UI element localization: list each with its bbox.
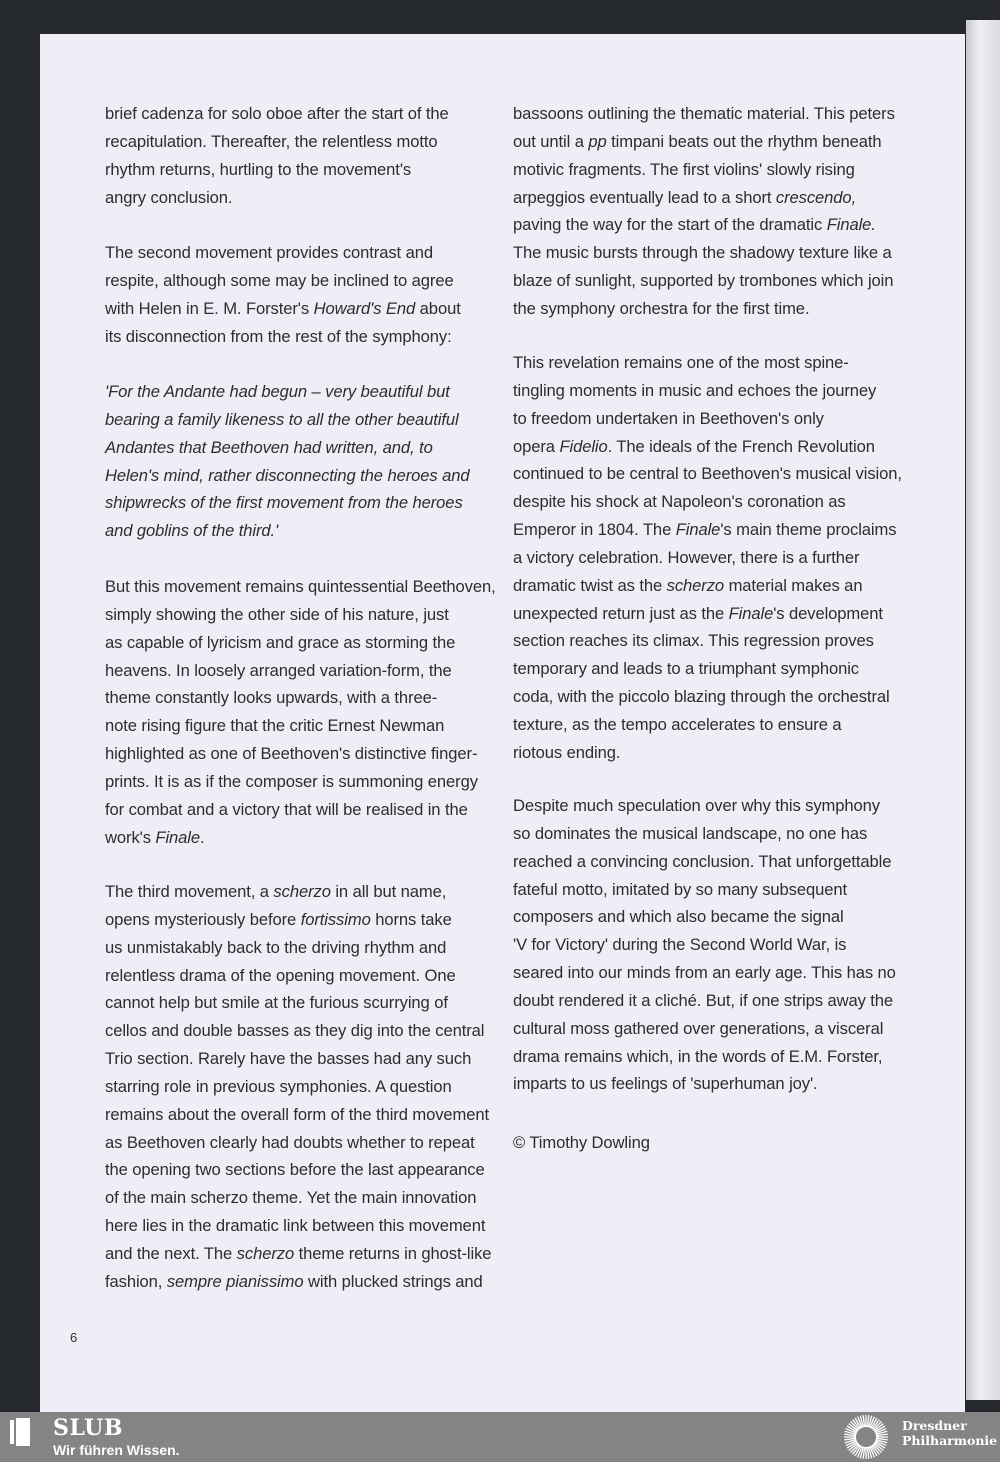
text-segment: This revelation remains one of the most spine- (513, 353, 849, 372)
logo-ray (844, 1434, 854, 1435)
text-line (513, 903, 896, 931)
text-line (105, 406, 469, 434)
text-segment: theme constantly looks upwards, with a three- (105, 688, 438, 708)
text-line (513, 739, 902, 767)
italic-text-segment: crescendo, (775, 187, 857, 207)
text-segment: note rising figure that the critic Ernest Newman (105, 716, 445, 736)
text-line (105, 489, 469, 517)
text-line (513, 959, 896, 987)
text-segment: The second movement provides contrast and (105, 243, 433, 262)
text-segment: prints. It is as if the composer is summoning energy (105, 771, 478, 791)
text-line (105, 1184, 491, 1212)
text-line (105, 156, 449, 184)
text-segment: The third movement, a (105, 882, 274, 901)
text-segment: in all but name, (330, 882, 447, 901)
italic-text-segment: bearing a family likeness to all the other beautiful (105, 409, 459, 429)
text-segment: with plucked strings and (303, 1271, 483, 1291)
text-segment: doubt rendered it a cliché. But, if one strips away the (513, 990, 894, 1010)
text-line (513, 655, 902, 683)
text-line (513, 211, 895, 239)
text-segment: rhythm returns, hurtling to the movement's (105, 159, 412, 179)
italic-text-segment: sempre pianissimo (166, 1271, 304, 1291)
text-line (105, 934, 491, 962)
text-line (105, 1073, 491, 1101)
text-segment: the symphony orchestra for the first time. (513, 298, 810, 318)
right-column (513, 0, 913, 1400)
text-segment: paving the way for the start of the dramatic (513, 215, 827, 235)
text-segment: fashion, (105, 1271, 167, 1291)
text-line (105, 573, 496, 601)
text-segment: highlighted as one of Beethoven's distinctive finger- (105, 744, 478, 764)
text-line (513, 267, 895, 295)
text-segment: of the main scherzo theme. Yet the main innovation (105, 1188, 477, 1208)
text-segment: for combat and a victory that will be realised in the (105, 799, 468, 819)
footer-bar (0, 1412, 1000, 1462)
text-segment: to freedom undertaken in Beethoven's only (513, 408, 824, 428)
text-line (513, 295, 895, 323)
text-line (513, 931, 896, 959)
text-segment: Emperor in 1804. The (513, 520, 676, 540)
text-segment: here lies in the dramatic link between this movement (105, 1216, 486, 1236)
italic-text-segment: scherzo (273, 882, 331, 901)
text-line (105, 295, 461, 323)
logo-ray (878, 1434, 888, 1435)
text-segment: arpeggios eventually lead to a short (513, 187, 776, 207)
text-line (513, 572, 902, 600)
italic-text-segment: Fidelio (559, 436, 608, 456)
text-line (105, 684, 496, 712)
text-line (105, 824, 496, 852)
text-segment: Trio section. Rarely have the basses had any such (105, 1049, 472, 1069)
text-segment: theme returns in ghost-like (294, 1243, 492, 1263)
italic-text-segment: Finale (155, 827, 201, 847)
paragraph-third-movement (105, 878, 491, 1296)
text-segment: brief cadenza for solo oboe after the start of the (105, 104, 449, 123)
text-segment: about (415, 298, 461, 318)
text-line (513, 683, 902, 711)
text-line (513, 405, 902, 433)
text-line (105, 128, 449, 156)
text-line (513, 1070, 896, 1098)
text-segment: and the next. The (105, 1243, 237, 1263)
text-line (513, 100, 895, 128)
text-segment: 's development (773, 603, 883, 623)
italic-text-segment: fortissimo (300, 909, 371, 929)
text-segment: heavens. In loosely arranged variation-form, the (105, 660, 452, 680)
text-line (513, 128, 895, 156)
paragraph-second-movement (105, 239, 461, 350)
text-line (513, 1043, 896, 1071)
text-line (105, 1129, 491, 1157)
text-segment: cellos and double basses as they dig into the central (105, 1021, 485, 1041)
text-segment: Despite much speculation over why this symphony (513, 796, 880, 815)
italic-text-segment: and goblins of the third.' (105, 521, 279, 541)
author-signature (513, 1129, 650, 1157)
text-line (105, 239, 461, 267)
text-segment: a victory celebration. However, there is a further (513, 547, 860, 567)
text-line (105, 1045, 491, 1073)
text-segment: angry conclusion. (105, 187, 233, 207)
text-line (513, 1015, 896, 1043)
text-segment: horns take (370, 909, 452, 929)
paragraph-speculation (513, 792, 896, 1098)
text-line (105, 267, 461, 295)
text-segment: drama remains which, in the words of E.M. Forster, (513, 1046, 883, 1066)
slub-book-icon (10, 1418, 32, 1446)
text-segment: composers and which also became the signal (513, 907, 844, 927)
text-segment: relentless drama of the opening movement. One (105, 965, 456, 985)
italic-text-segment: scherzo (236, 1243, 295, 1263)
text-line (105, 1101, 491, 1129)
facing-page-edge (966, 20, 1000, 1400)
text-line (105, 184, 449, 212)
text-segment: material makes an (724, 575, 863, 595)
text-line (105, 906, 491, 934)
text-line (105, 657, 496, 685)
italic-text-segment: Finale. (826, 215, 876, 235)
text-line (513, 516, 902, 544)
text-segment: coda, with the piccolo blazing through the orchestral (513, 687, 890, 707)
text-line (513, 433, 902, 461)
italic-text-segment: scherzo (666, 575, 725, 595)
text-segment: 'V for Victory' during the Second World War, is (513, 935, 847, 955)
logo-ray (868, 1449, 869, 1459)
paragraph-bassoons (513, 100, 895, 323)
text-line (513, 600, 902, 628)
text-segment: the opening two sections before the last appearance (105, 1160, 485, 1180)
text-line (105, 989, 491, 1017)
text-segment: tingling moments in music and echoes the journey (513, 380, 877, 400)
text-segment: reached a convincing conclusion. That unforgettable (513, 851, 892, 871)
text-line (513, 156, 895, 184)
text-segment: unexpected return just as the (513, 603, 729, 623)
text-segment: motivic fragments. The first violins' slowly rising (513, 159, 855, 179)
text-line (105, 100, 449, 128)
text-segment: imparts to us feelings of 'superhuman joy'. (513, 1074, 818, 1094)
italic-text-segment: Andantes that Beethoven had written, and, to (105, 437, 433, 457)
italic-text-segment: Finale (728, 603, 774, 623)
italic-text-segment: Finale (675, 520, 721, 540)
text-line (105, 434, 469, 462)
text-segment: © Timothy Dowling (513, 1133, 650, 1152)
text-line (513, 239, 895, 267)
italic-text-segment: shipwrecks of the first movement from the heroes (105, 493, 463, 513)
text-segment: us unmistakably back to the driving rhythm and (105, 937, 447, 957)
text-segment: 's main theme proclaims (720, 520, 897, 540)
slub-logo-title[interactable]: SLUB (53, 1415, 123, 1441)
text-line (105, 1240, 491, 1268)
text-segment: But this movement remains quintessential Beethoven, (105, 577, 496, 596)
page-number: 6 (70, 1330, 78, 1345)
text-segment: temporary and leads to a triumphant symphonic (513, 659, 859, 679)
text-segment: opens mysteriously before (105, 909, 301, 929)
italic-text-segment: Howard's End (313, 298, 416, 318)
text-line (105, 962, 491, 990)
italic-text-segment: Helen's mind, rather disconnecting the heroes and (105, 465, 470, 485)
text-line (513, 820, 896, 848)
text-line (513, 876, 896, 904)
partner-name-line1: Dresdner (902, 1418, 967, 1433)
text-line (513, 627, 902, 655)
text-line (105, 1268, 491, 1296)
text-segment: recapitulation. Thereafter, the relentless motto (105, 131, 438, 151)
text-segment: simply showing the other side of his nature, just (105, 604, 449, 624)
text-segment: out until a (513, 131, 589, 151)
forster-quote (105, 378, 469, 545)
left-column (105, 0, 505, 1400)
logo-ray (863, 1449, 864, 1459)
text-line (105, 878, 491, 906)
slub-tagline: Wir führen Wissen. (53, 1442, 180, 1458)
text-segment: The music bursts through the shadowy texture like a (513, 243, 892, 263)
text-line (513, 377, 902, 405)
paragraph-quintessential (105, 573, 496, 851)
text-segment: continued to be central to Beethoven's musical vision, (513, 464, 902, 484)
text-line (513, 987, 896, 1015)
text-segment: cannot help but smile at the furious scurrying of (105, 993, 448, 1013)
text-segment: . The ideals of the French Revolution (607, 436, 875, 456)
text-segment: blaze of sunlight, supported by trombones which join (513, 271, 894, 291)
text-line (513, 488, 902, 516)
text-segment: work's (105, 827, 156, 847)
text-segment: respite, although some may be inclined to agree (105, 270, 454, 290)
text-segment: bassoons outlining the thematic material. This peters (513, 104, 895, 123)
text-segment: starring role in previous symphonies. A question (105, 1076, 452, 1096)
text-line (513, 848, 896, 876)
text-line (105, 462, 469, 490)
logo-ray (878, 1439, 888, 1440)
text-segment: seared into our minds from an early age. This has no (513, 963, 896, 983)
text-line (105, 712, 496, 740)
logo-ray (863, 1415, 864, 1425)
text-segment: as capable of lyricism and grace as storming the (105, 632, 456, 652)
text-line (513, 460, 902, 488)
text-segment: . (200, 827, 205, 847)
text-line (105, 1156, 491, 1184)
text-segment: riotous ending. (513, 742, 621, 762)
text-line (105, 629, 496, 657)
logo-ray (844, 1439, 854, 1440)
text-line (513, 792, 896, 820)
text-line (105, 1212, 491, 1240)
dresdner-philharmonie-logo-icon[interactable] (843, 1414, 889, 1460)
italic-text-segment: 'For the Andante had begun – very beautiful but (105, 382, 450, 401)
text-line (513, 711, 902, 739)
text-segment: its disconnection from the rest of the symphony: (105, 326, 452, 346)
text-line (513, 544, 902, 572)
text-segment: opera (513, 436, 560, 456)
text-segment: despite his shock at Napoleon's coronation as (513, 492, 846, 512)
text-line (105, 517, 469, 545)
text-line (105, 740, 496, 768)
text-line (105, 1017, 491, 1045)
partner-name-line2: Philharmonie (902, 1433, 998, 1448)
text-segment: section reaches its climax. This regression proves (513, 631, 874, 651)
paragraph-revelation (513, 349, 902, 767)
text-segment: remains about the overall form of the third movement (105, 1104, 490, 1124)
text-line (513, 184, 895, 212)
text-segment: fateful motto, imitated by so many subsequent (513, 879, 848, 899)
text-segment: with Helen in E. M. Forster's (105, 298, 314, 318)
text-line (105, 323, 461, 351)
text-segment: dramatic twist as the (513, 575, 667, 595)
logo-ray (868, 1415, 869, 1425)
text-segment: as Beethoven clearly had doubts whether to repeat (105, 1132, 475, 1152)
text-line (105, 768, 496, 796)
italic-text-segment: pp (588, 131, 607, 151)
text-segment: so dominates the musical landscape, no one has (513, 823, 868, 843)
text-line (513, 1129, 650, 1157)
text-line (513, 349, 902, 377)
text-segment: cultural moss gathered over generations, a visceral (513, 1018, 884, 1038)
dresdner-philharmonie-label (902, 1418, 997, 1448)
text-segment: texture, as the tempo accelerates to ensure a (513, 714, 842, 734)
text-line (105, 796, 496, 824)
text-line (105, 378, 469, 406)
text-line (105, 601, 496, 629)
text-segment: timpani beats out the rhythm beneath (606, 131, 882, 151)
paragraph-cadenza (105, 100, 449, 211)
